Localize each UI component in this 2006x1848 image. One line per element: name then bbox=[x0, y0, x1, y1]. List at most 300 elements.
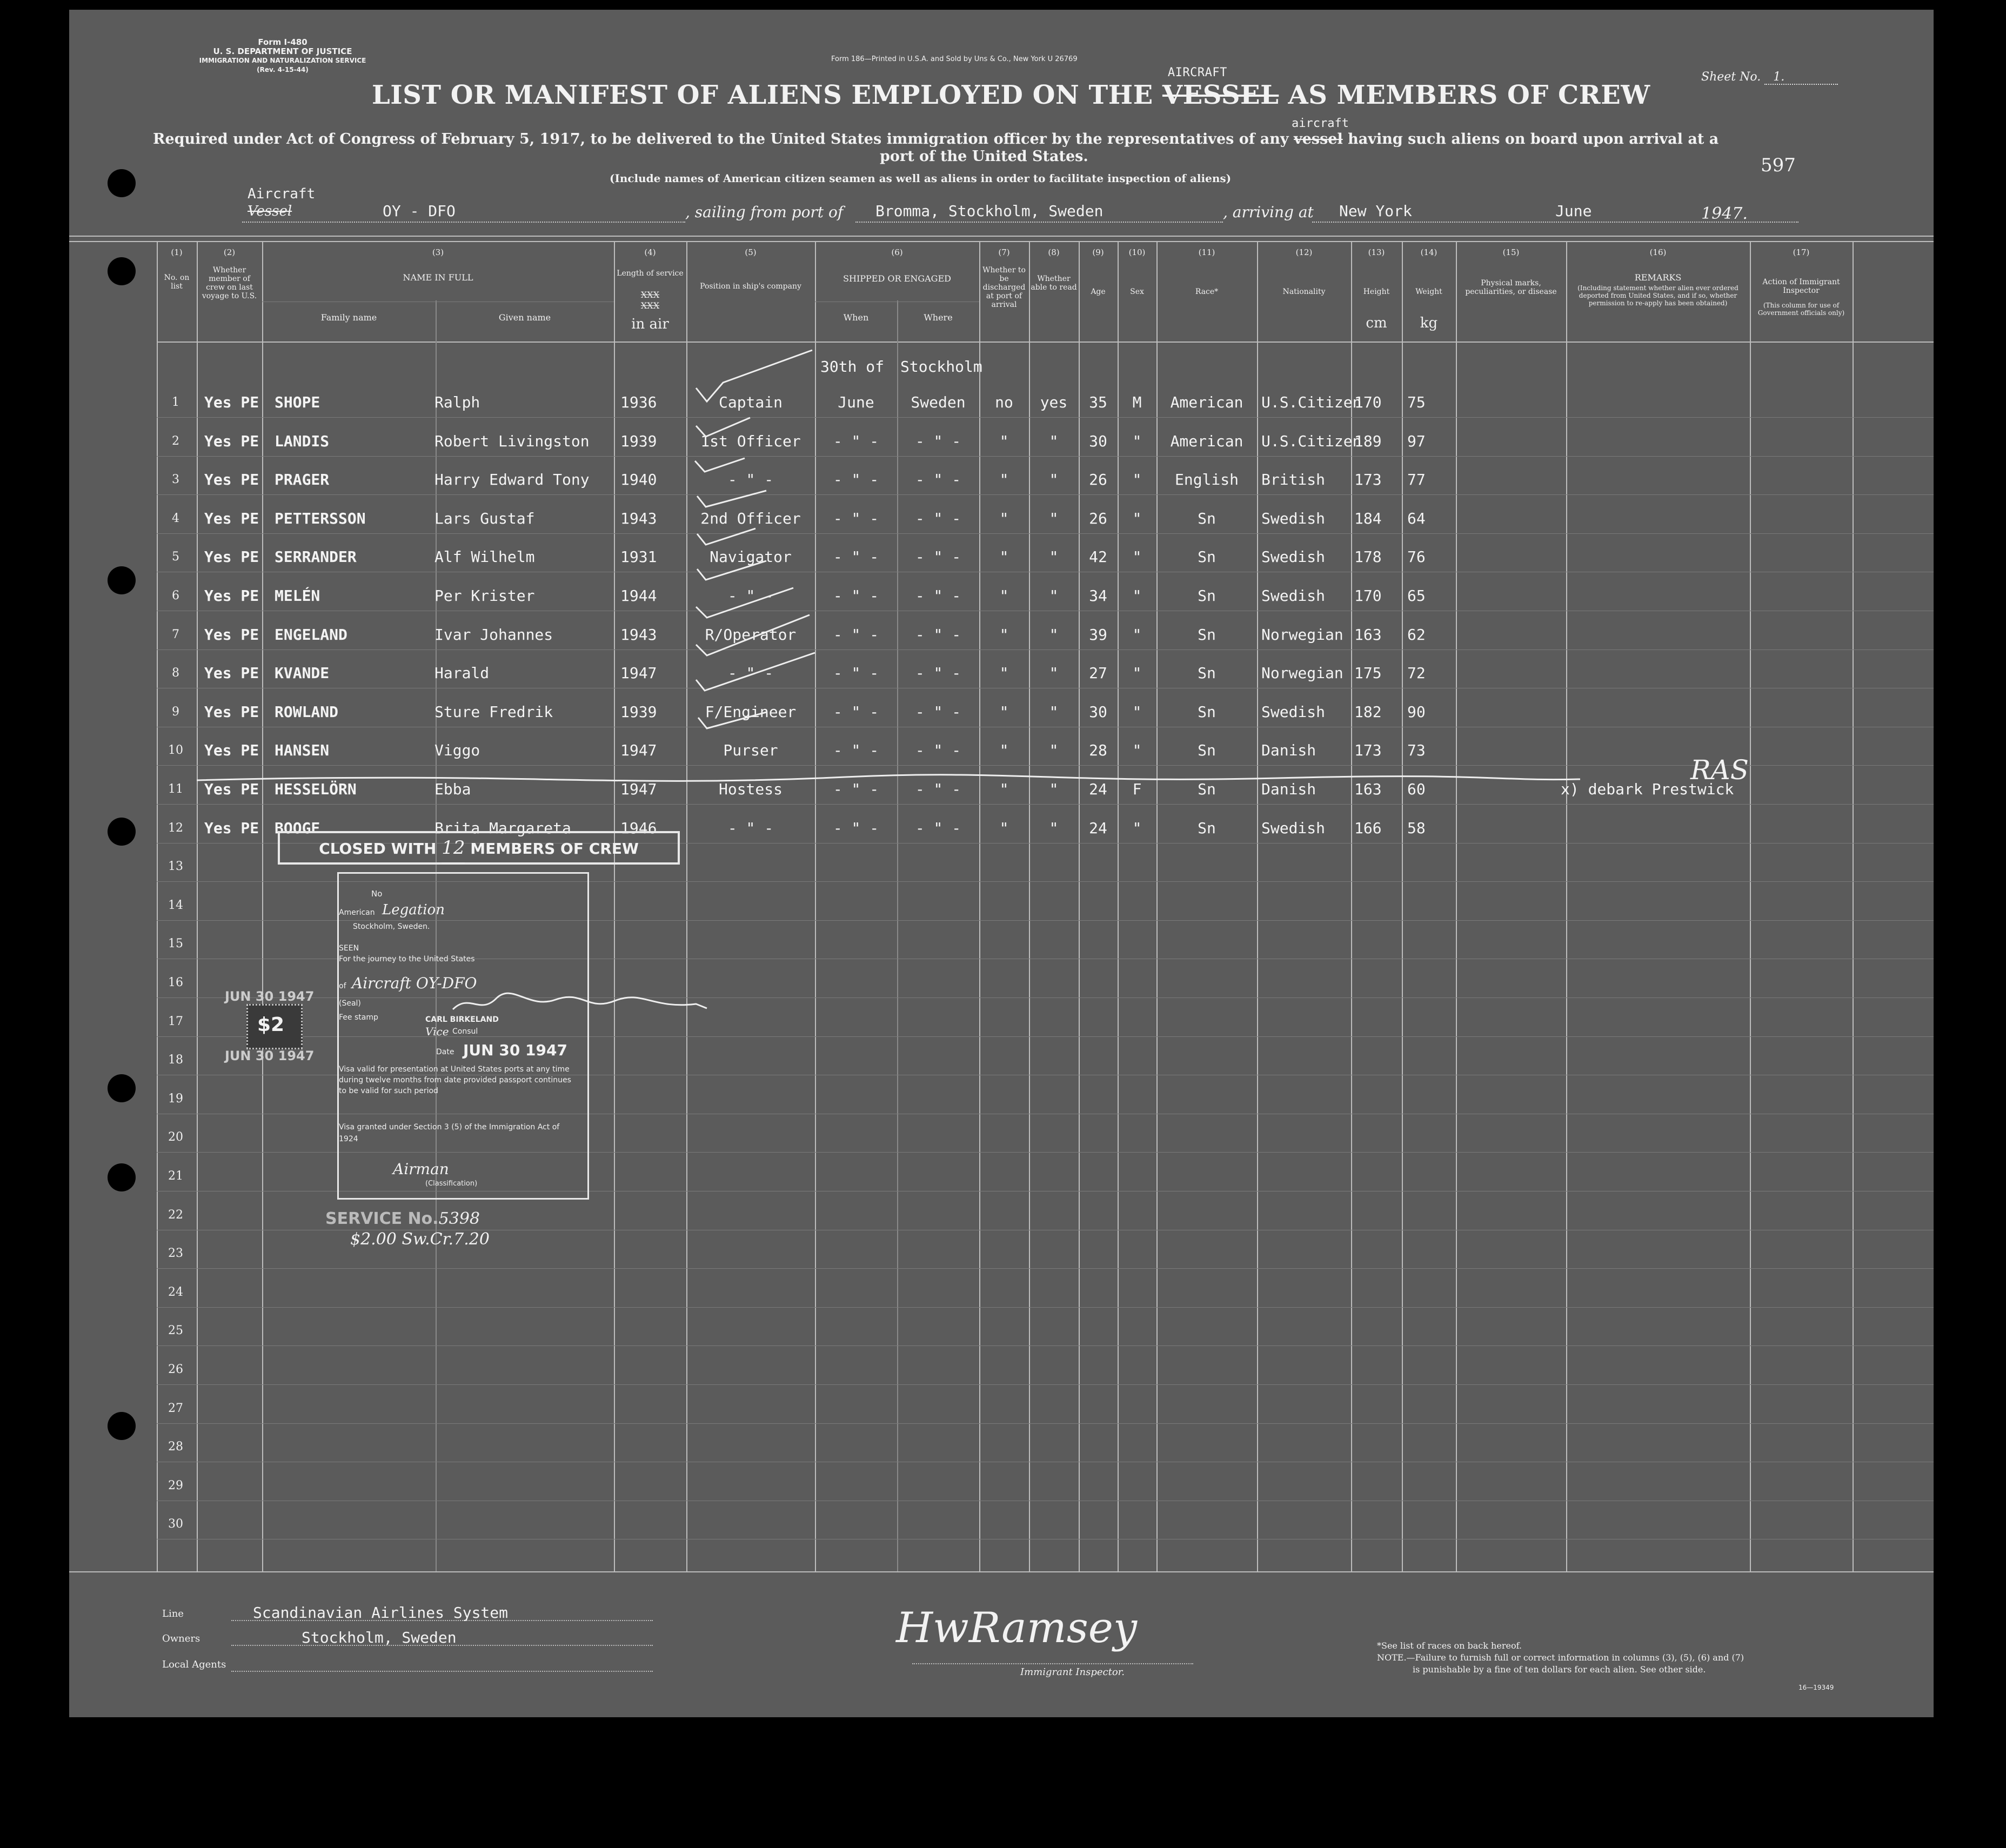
cell-nationality: U.S.Citizen bbox=[1261, 393, 1362, 411]
row-number: 29 bbox=[168, 1478, 183, 1492]
cell-where: - " - bbox=[915, 548, 961, 566]
cell-weight: 90 bbox=[1407, 702, 1426, 721]
cell-nationality: U.S.Citizen bbox=[1261, 432, 1362, 450]
col-header-weight: Weight bbox=[1415, 287, 1442, 296]
punch-hole bbox=[108, 818, 136, 846]
visa-no-label: No bbox=[371, 889, 383, 899]
manifest-sheet bbox=[69, 10, 1934, 1717]
row-number: 4 bbox=[172, 511, 179, 525]
col-header-nationality: Nationality bbox=[1282, 287, 1326, 296]
table-bottom-rule bbox=[69, 1571, 1934, 1572]
cell-age: 24 bbox=[1089, 780, 1107, 798]
cell-discharged: " bbox=[999, 509, 1009, 527]
arrival-year: 1947. bbox=[1701, 204, 1748, 223]
cell-where: - " - bbox=[915, 702, 961, 721]
cell-race: Sn bbox=[1198, 587, 1216, 605]
cell-position: Navigator bbox=[710, 548, 792, 566]
vessel-insert: Aircraft bbox=[248, 186, 316, 202]
cell-service: 1947 bbox=[620, 780, 657, 798]
col-header-when: When bbox=[843, 312, 869, 323]
cell-age: 26 bbox=[1089, 471, 1107, 489]
cell-weight: 58 bbox=[1407, 819, 1426, 837]
visa-american: American bbox=[339, 908, 375, 917]
cell-race: Sn bbox=[1198, 625, 1216, 644]
subtitle-line2: port of the United States. bbox=[880, 148, 1088, 165]
row-rule bbox=[157, 1307, 1934, 1308]
row-number: 22 bbox=[168, 1208, 183, 1222]
col-header-struck-word: XXX bbox=[640, 300, 660, 311]
cell-when: - " - bbox=[833, 625, 879, 644]
row-number: 28 bbox=[168, 1440, 183, 1454]
cell-read: yes bbox=[1040, 393, 1068, 411]
cell-service: 1939 bbox=[620, 432, 657, 450]
cell-read: " bbox=[1049, 432, 1059, 450]
cell-when: - " - bbox=[833, 780, 879, 798]
col-header-service: Length of service bbox=[617, 269, 684, 278]
cell-weight: 64 bbox=[1407, 509, 1426, 527]
visa-fee: Fee stamp bbox=[339, 1013, 378, 1022]
cell-position: Captain bbox=[718, 393, 783, 411]
col-header-kg: kg bbox=[1420, 315, 1438, 331]
col-number: (11) bbox=[1198, 247, 1215, 257]
cell-last-voyage: Yes PE bbox=[204, 664, 259, 682]
vessel-name-underline bbox=[242, 222, 685, 223]
manifest-title: LIST OR MANIFEST OF ALIENS EMPLOYED ON THE VESSEL AIRCRAFT AS MEMBERS OF CREW bbox=[372, 66, 1650, 110]
visa-legation: Legation bbox=[382, 902, 445, 918]
cell-family: PETTERSSON bbox=[275, 509, 366, 527]
cell-read: " bbox=[1049, 702, 1059, 721]
cell-given: Harald bbox=[434, 664, 490, 682]
col-header-cm: cm bbox=[1366, 315, 1387, 331]
visa-seen: SEEN bbox=[339, 944, 359, 953]
cell-race: Sn bbox=[1198, 548, 1216, 566]
fee-stamp bbox=[225, 989, 333, 1064]
consul-signature bbox=[447, 988, 718, 1020]
col-header-height: Height bbox=[1363, 287, 1390, 296]
cell-weight: 77 bbox=[1407, 471, 1426, 489]
inspector-label: Immigrant Inspector. bbox=[1020, 1666, 1125, 1678]
cell-race: Sn bbox=[1198, 664, 1216, 682]
cell-where: - " - bbox=[915, 625, 961, 644]
col-header-physical: Physical marks, peculiarities, or disease bbox=[1465, 279, 1557, 296]
cell-nationality: Swedish bbox=[1261, 702, 1326, 721]
cell-age: 30 bbox=[1089, 702, 1107, 721]
cell-when: - " - bbox=[833, 548, 879, 566]
cell-age: 24 bbox=[1089, 819, 1107, 837]
form-number: Form I-480 bbox=[258, 37, 307, 47]
col-number: (12) bbox=[1295, 247, 1313, 257]
visa-consul-name: CARL BIRKELAND bbox=[425, 1015, 499, 1024]
cell-where: - " - bbox=[915, 780, 961, 798]
cell-family: HANSEN bbox=[275, 741, 330, 760]
cell-age: 34 bbox=[1089, 587, 1107, 605]
cell-when: - " - bbox=[833, 741, 879, 760]
cell-position: 1st Officer bbox=[700, 432, 801, 450]
punch-hole bbox=[108, 257, 136, 285]
punch-hole bbox=[108, 1412, 136, 1440]
visa-vice: Vice bbox=[425, 1025, 449, 1038]
punch-hole bbox=[108, 566, 136, 594]
cell-age: 42 bbox=[1089, 548, 1107, 566]
cell-height: 182 bbox=[1354, 702, 1382, 721]
col-number: (17) bbox=[1793, 247, 1810, 257]
cell-position: Purser bbox=[723, 741, 778, 760]
punch-hole bbox=[108, 169, 136, 197]
cell-given: Alf Wilhelm bbox=[434, 548, 535, 566]
agents-underline bbox=[231, 1671, 653, 1672]
row-number: 21 bbox=[168, 1169, 183, 1183]
cell-last-voyage: Yes PE bbox=[204, 587, 259, 605]
punch-hole bbox=[108, 1163, 136, 1191]
row-number: 12 bbox=[168, 821, 183, 835]
cell-height: 173 bbox=[1354, 741, 1382, 760]
col-number: (5) bbox=[745, 247, 757, 257]
visa-of: of bbox=[339, 982, 346, 990]
cell-read: " bbox=[1049, 819, 1059, 837]
cell-position: - " - bbox=[727, 819, 774, 837]
cell-position: F/Engineer bbox=[705, 702, 797, 721]
cell-last-voyage: Yes PE bbox=[204, 741, 259, 760]
cell-position: - " - bbox=[727, 664, 774, 682]
row-number: 14 bbox=[168, 898, 183, 912]
cell-weight: 97 bbox=[1407, 432, 1426, 450]
cell-last-voyage: Yes PE bbox=[204, 509, 259, 527]
row-number: 13 bbox=[168, 860, 183, 874]
service-fee-note: $2.00 Sw.Cr.7.20 bbox=[350, 1230, 490, 1249]
cell-age: 28 bbox=[1089, 741, 1107, 760]
cell-sex: " bbox=[1132, 432, 1142, 450]
row-rule bbox=[157, 533, 1934, 534]
cell-sex: " bbox=[1132, 509, 1142, 527]
col-header-shipped: SHIPPED OR ENGAGED bbox=[843, 273, 951, 284]
shipped-where-first: Stockholm bbox=[900, 358, 982, 376]
sailing-label: , sailing from port of bbox=[685, 203, 844, 221]
col-header-last-voyage: Whether member of crew on last voyage to U.S. bbox=[202, 266, 257, 300]
row-number: 6 bbox=[172, 589, 179, 602]
cell-when: - " - bbox=[833, 587, 879, 605]
title-inserted-word: AIRCRAFT bbox=[1167, 66, 1227, 79]
cell-height: 170 bbox=[1354, 587, 1382, 605]
cell-last-voyage: Yes PE bbox=[204, 780, 259, 798]
cell-sex: " bbox=[1132, 819, 1142, 837]
cell-where: - " - bbox=[915, 509, 961, 527]
cell-read: " bbox=[1049, 509, 1059, 527]
cell-given: Lars Gustaf bbox=[434, 509, 535, 527]
cell-height: 184 bbox=[1354, 509, 1382, 527]
cell-read: " bbox=[1049, 471, 1059, 489]
col-header-race: Race* bbox=[1195, 287, 1219, 296]
row-number: 3 bbox=[172, 473, 179, 487]
col-line bbox=[1566, 241, 1567, 1571]
cell-race: Sn bbox=[1198, 780, 1216, 798]
row-number: 24 bbox=[168, 1285, 183, 1299]
cell-race: English bbox=[1174, 471, 1239, 489]
cell-nationality: Danish bbox=[1261, 741, 1316, 760]
cell-last-voyage: Yes PE bbox=[204, 625, 259, 644]
cell-nationality: Norwegian bbox=[1261, 625, 1343, 644]
col-header-where: Where bbox=[924, 312, 953, 323]
col-header-remarks: REMARKS bbox=[1634, 272, 1682, 283]
col-number: (6) bbox=[891, 247, 903, 257]
row-rule bbox=[157, 417, 1934, 418]
cell-height: 170 bbox=[1354, 393, 1382, 411]
row-number: 5 bbox=[172, 550, 179, 564]
owners-value: Stockholm, Sweden bbox=[302, 1629, 457, 1646]
cell-sex: " bbox=[1132, 625, 1142, 644]
cell-age: 27 bbox=[1089, 664, 1107, 682]
cell-service: 1939 bbox=[620, 702, 657, 721]
row-number: 1 bbox=[172, 396, 179, 409]
cell-last-voyage: Yes PE bbox=[204, 393, 259, 411]
col-line bbox=[197, 241, 198, 1571]
cell-read: " bbox=[1049, 741, 1059, 760]
cell-given: Ivar Johannes bbox=[434, 625, 553, 644]
cell-position: 2nd Officer bbox=[700, 509, 801, 527]
cell-nationality: Norwegian bbox=[1261, 664, 1343, 682]
cell-race: Sn bbox=[1198, 509, 1216, 527]
col-number: (10) bbox=[1128, 247, 1146, 257]
row-number: 20 bbox=[168, 1130, 183, 1144]
row-number: 26 bbox=[168, 1363, 183, 1376]
row-rule bbox=[157, 765, 1934, 766]
cell-service: 1943 bbox=[620, 625, 657, 644]
row11-strike bbox=[197, 771, 1580, 792]
cell-weight: 75 bbox=[1407, 393, 1426, 411]
cell-race: American bbox=[1170, 393, 1243, 411]
cell-family: KVANDE bbox=[275, 664, 330, 682]
cell-height: 163 bbox=[1354, 625, 1382, 644]
cell-discharged: " bbox=[999, 471, 1009, 489]
col-header-action-note: (This column for use of Government officials only) bbox=[1757, 302, 1845, 317]
cell-position: - " - bbox=[727, 587, 774, 605]
cell-read: " bbox=[1049, 780, 1059, 798]
col-number: (2) bbox=[223, 247, 236, 257]
cell-when: - " - bbox=[833, 509, 879, 527]
cell-sex: " bbox=[1132, 471, 1142, 489]
cell-discharged: no bbox=[995, 393, 1013, 411]
service-name: IMMIGRATION AND NATURALIZATION SERVICE bbox=[199, 57, 366, 64]
cell-given: Viggo bbox=[434, 741, 480, 760]
col-header-age: Age bbox=[1091, 287, 1106, 296]
col-header-name: NAME IN FULL bbox=[403, 272, 473, 283]
cell-sex: " bbox=[1132, 548, 1142, 566]
cell-position: R/Operator bbox=[705, 625, 797, 644]
col-header-read: Whether able to read bbox=[1031, 274, 1077, 292]
table-top-rule bbox=[69, 241, 1934, 242]
cell-given: Robert Livingston bbox=[434, 432, 590, 450]
department-name: U. S. DEPARTMENT OF JUSTICE bbox=[213, 46, 352, 56]
cell-discharged: " bbox=[999, 819, 1009, 837]
cell-given: Sture Fredrik bbox=[434, 702, 553, 721]
cell-read: " bbox=[1049, 548, 1059, 566]
col-line bbox=[1456, 241, 1457, 1571]
col-number: (4) bbox=[644, 247, 656, 257]
sheet-number-label: Sheet No. 1. bbox=[1701, 70, 1838, 85]
line-value: Scandinavian Airlines System bbox=[253, 1604, 509, 1622]
row-number: 16 bbox=[168, 976, 183, 989]
row-number: 15 bbox=[168, 937, 183, 951]
cell-nationality: British bbox=[1261, 471, 1326, 489]
col-line bbox=[1750, 241, 1751, 1571]
col-line bbox=[1402, 241, 1403, 1571]
cell-family: HESSELÖRN bbox=[275, 780, 357, 798]
cell-nationality: Swedish bbox=[1261, 548, 1326, 566]
form-code: 16—19349 bbox=[1798, 1684, 1834, 1691]
row-number: 27 bbox=[168, 1401, 183, 1415]
col-number: (1) bbox=[171, 247, 183, 257]
cell-family: ROWLAND bbox=[275, 702, 339, 721]
visa-seal: (Seal) bbox=[339, 999, 361, 1008]
cell-family: PRAGER bbox=[275, 471, 330, 489]
penalty-note: NOTE.—Failure to furnish full or correct information in columns (3), (5), (6) and (7) bbox=[1377, 1652, 1744, 1663]
visa-valid-text: Visa valid for presentation at United States ports at any time during twelve months from date provided passport continues to be valid for such period bbox=[339, 1065, 571, 1095]
closed-stamp: CLOSED WITH 12 MEMBERS OF CREW bbox=[278, 831, 680, 865]
col-number: (14) bbox=[1420, 247, 1437, 257]
cell-where: Sweden bbox=[911, 393, 966, 411]
row-number: 19 bbox=[168, 1092, 183, 1106]
cell-weight: 65 bbox=[1407, 587, 1426, 605]
shipped-when-first: 30th of bbox=[820, 358, 885, 376]
cell-sex: " bbox=[1132, 702, 1142, 721]
col-line bbox=[1853, 241, 1854, 1571]
cell-position: - " - bbox=[727, 471, 774, 489]
cell-height: 163 bbox=[1354, 780, 1382, 798]
cell-family: ENGELAND bbox=[275, 625, 347, 644]
row-rule bbox=[157, 456, 1934, 457]
check-marks bbox=[685, 334, 891, 820]
form-info bbox=[199, 38, 366, 75]
cell-when: - " - bbox=[833, 702, 879, 721]
cell-height: 173 bbox=[1354, 471, 1382, 489]
sailing-underline bbox=[855, 222, 1223, 223]
row-number: 11 bbox=[168, 782, 183, 796]
row-rule bbox=[157, 1423, 1934, 1424]
line-label: Line bbox=[162, 1608, 184, 1619]
arrival-month: June bbox=[1555, 202, 1592, 220]
cell-service: 1944 bbox=[620, 587, 657, 605]
revision: (Rev. 4-15-44) bbox=[257, 66, 309, 73]
cell-age: 39 bbox=[1089, 625, 1107, 644]
row-number: 7 bbox=[172, 627, 179, 641]
col-header-in-air: in air bbox=[631, 316, 669, 332]
cell-height: 166 bbox=[1354, 819, 1382, 837]
cell-last-voyage: Yes PE bbox=[204, 819, 259, 837]
inspector-signature: HwRamsey bbox=[896, 1604, 1138, 1652]
cell-service: 1943 bbox=[620, 509, 657, 527]
cell-last-voyage: Yes PE bbox=[204, 471, 259, 489]
row-number: 10 bbox=[168, 744, 183, 758]
col-number: (3) bbox=[432, 247, 444, 257]
col-header-action: Action of Immigrant Inspector bbox=[1762, 278, 1840, 295]
col-number: (13) bbox=[1368, 247, 1385, 257]
cell-given: Ralph bbox=[434, 393, 480, 411]
cell-nationality: Swedish bbox=[1261, 587, 1326, 605]
cell-nationality: Danish bbox=[1261, 780, 1316, 798]
cell-where: - " - bbox=[915, 587, 961, 605]
cell-weight: 60 bbox=[1407, 780, 1426, 798]
visa-consul: Consul bbox=[452, 1027, 478, 1036]
cell-family: SERRANDER bbox=[275, 548, 357, 566]
cell-when: - " - bbox=[833, 664, 879, 682]
inspector-underline bbox=[912, 1663, 1193, 1664]
cell-given: Ebba bbox=[434, 780, 471, 798]
cell-height: 189 bbox=[1354, 432, 1382, 450]
row-number: 25 bbox=[168, 1324, 183, 1338]
cell-family: LANDIS bbox=[275, 432, 330, 450]
cell-given: Brita Margareta bbox=[434, 819, 571, 837]
penalty-note-2: is punishable by a fine of ten dollars for each alien. See other side. bbox=[1413, 1664, 1706, 1675]
owners-label: Owners bbox=[162, 1633, 200, 1644]
cell-discharged: " bbox=[999, 664, 1009, 682]
row-number: 30 bbox=[168, 1517, 183, 1531]
visa-city: Stockholm, Sweden. bbox=[353, 922, 430, 931]
col-line bbox=[614, 241, 615, 1571]
cell-sex: F bbox=[1132, 780, 1142, 798]
cell-discharged: " bbox=[999, 625, 1009, 644]
cell-discharged: " bbox=[999, 432, 1009, 450]
cell-age: 30 bbox=[1089, 432, 1107, 450]
cell-read: " bbox=[1049, 587, 1059, 605]
col-number: (15) bbox=[1502, 247, 1520, 257]
cell-position: Hostess bbox=[718, 780, 783, 798]
cell-where: - " - bbox=[915, 741, 961, 760]
punch-hole bbox=[108, 1074, 136, 1102]
header-bottom-rule bbox=[157, 342, 1934, 343]
cell-last-voyage: Yes PE bbox=[204, 432, 259, 450]
initials-row11: RAS bbox=[1690, 754, 1749, 786]
cell-last-voyage: Yes PE bbox=[204, 702, 259, 721]
col-header-sex: Sex bbox=[1130, 287, 1144, 296]
races-note: *See list of races on back hereof. bbox=[1377, 1641, 1522, 1651]
agents-label: Local Agents bbox=[162, 1659, 226, 1670]
cell-where: - " - bbox=[915, 432, 961, 450]
cell-nationality: Swedish bbox=[1261, 819, 1326, 837]
vessel-name: OY - DFO bbox=[383, 202, 456, 220]
cell-discharged: " bbox=[999, 548, 1009, 566]
cell-sex: " bbox=[1132, 664, 1142, 682]
visa-date: JUN 30 1947 bbox=[463, 1041, 567, 1059]
cell-race: American bbox=[1170, 432, 1243, 450]
cell-weight: 72 bbox=[1407, 664, 1426, 682]
cell-height: 178 bbox=[1354, 548, 1382, 566]
cell-discharged: " bbox=[999, 702, 1009, 721]
cell-sex: " bbox=[1132, 587, 1142, 605]
cell-nationality: Swedish bbox=[1261, 509, 1326, 527]
col-number: (9) bbox=[1092, 247, 1104, 257]
cell-where: - " - bbox=[915, 471, 961, 489]
cell-when: June bbox=[838, 393, 874, 411]
col-number: (16) bbox=[1649, 247, 1667, 257]
cell-service: 1940 bbox=[620, 471, 657, 489]
col-header-discharged: Whether to be discharged at port of arrival bbox=[982, 266, 1026, 309]
arriving-label: , arriving at bbox=[1223, 203, 1314, 221]
visa-stamp bbox=[337, 872, 589, 1200]
cell-service: 1931 bbox=[620, 548, 657, 566]
fee-stamp-value: $2 bbox=[257, 1014, 285, 1036]
row-rule bbox=[157, 1268, 1934, 1269]
visa-class-label: (Classification) bbox=[425, 1180, 478, 1188]
cell-family: MELÉN bbox=[275, 587, 320, 605]
arriving-port: New York bbox=[1339, 202, 1412, 220]
fee-stamp-date-bottom: JUN 30 1947 bbox=[225, 1048, 315, 1063]
cell-weight: 76 bbox=[1407, 548, 1426, 566]
visa-journey: For the journey to the United States bbox=[339, 955, 475, 963]
cell-read: " bbox=[1049, 625, 1059, 644]
cell-when: - " - bbox=[833, 819, 879, 837]
col-line bbox=[1257, 241, 1258, 1571]
subtitle-line3: (Include names of American citizen seamen as well as aliens in order to facilitate inspection of aliens) bbox=[610, 172, 1232, 185]
cell-weight: 73 bbox=[1407, 741, 1426, 760]
